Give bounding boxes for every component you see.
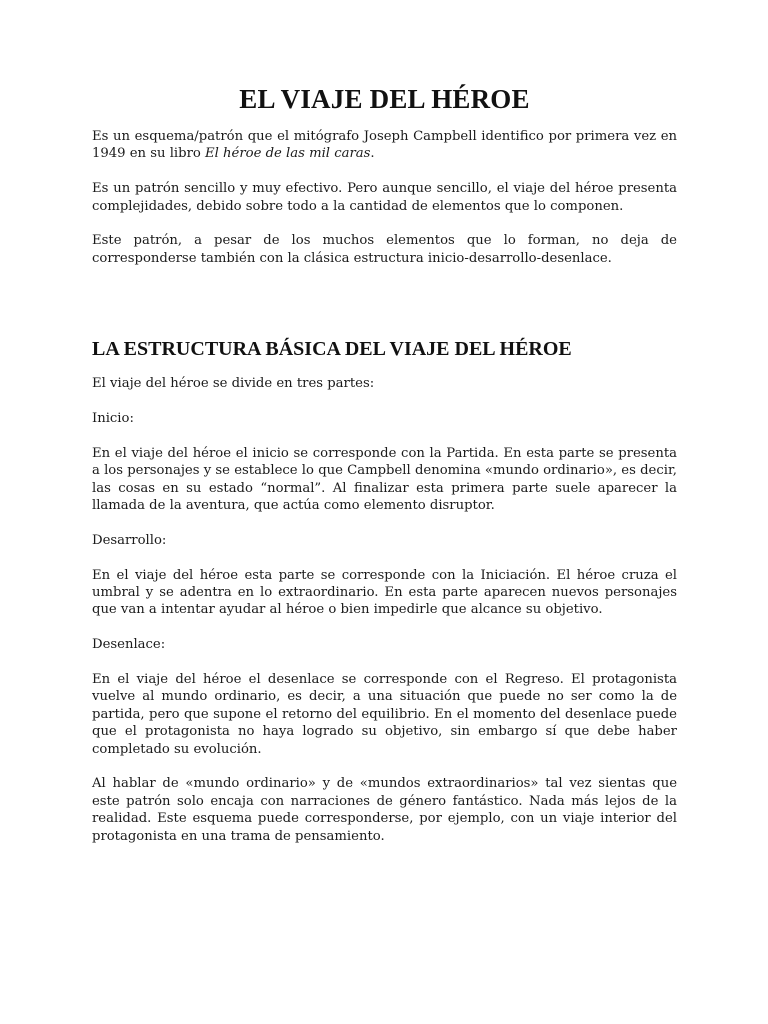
intro-paragraph-1 <box>92 128 677 163</box>
book-title: El héroe de las mil caras <box>205 146 371 162</box>
inicio-paragraph: En el viaje del héroe el inicio se corresponde con la Partida. En esta parte se presenta a los personajes y se establece lo que Campbell denomina «mundo ordinario», es decir, las cosas en su estado “normal”. Al finalizar esta primera parte suele aparecer la llamada de la aventura, que actúa como elemento disruptor. <box>92 445 677 514</box>
closing-paragraph: Al hablar de «mundo ordinario» y de «mundos extraordinarios» tal vez sientas que este patrón solo encaja con narraciones de género fantástico. Nada más lejos de la realidad. Este esquema puede corresponderse, por ejemplo, con un viaje interior del protagonista en una trama de pensamiento. <box>92 776 677 844</box>
desenlace-label: Desenlace: <box>92 637 166 653</box>
desarrollo-label: Desarrollo: <box>92 532 167 548</box>
section-lead: El viaje del héroe se divide en tres partes: <box>92 376 375 392</box>
intro-paragraph-3: Este patrón, a pesar de los muchos elementos que lo forman, no deja de corresponderse también con la clásica estructura inicio-desarrollo-desenlace. <box>92 233 677 266</box>
section-heading: LA ESTRUCTURA BÁSICA DEL VIAJE DEL HÉROE <box>92 338 572 361</box>
intro-p1-text: Es un esquema/patrón que el mitógrafo Joseph Campbell identifico por primera vez en 1949 en su libro <box>92 129 677 162</box>
desenlace-paragraph: En el viaje del héroe el desenlace se corresponde con el Regreso. El protagonista vuelve al mundo ordinario, es decir, a una situación que puede no ser como la de partida, pero que supone el retorno del equilibrio. En el momento del desenlace puede que el protagonista no haya logrado su objetivo, sin embargo sí que debe haber completado su evolución. <box>92 672 677 757</box>
document-page <box>92 84 677 862</box>
desarrollo-paragraph: En el viaje del héroe esta parte se corresponde con la Iniciación. El héroe cruza el umbral y se adentra en lo extraordinario. En esta parte aparecen nuevos personajes que van a intentar ayudar al héroe o bien impedirle que alcance su objetivo. <box>92 567 677 618</box>
intro-p1-end: . <box>370 146 375 162</box>
document-title: EL VIAJE DEL HÉROE <box>239 84 530 114</box>
intro-paragraph-2: Es un patrón sencillo y muy efectivo. Pero aunque sencillo, el viaje del héroe presenta complejidades, debido sobre todo a la cantidad de elementos que lo componen. <box>92 181 677 214</box>
inicio-label: Inicio: <box>92 411 134 427</box>
